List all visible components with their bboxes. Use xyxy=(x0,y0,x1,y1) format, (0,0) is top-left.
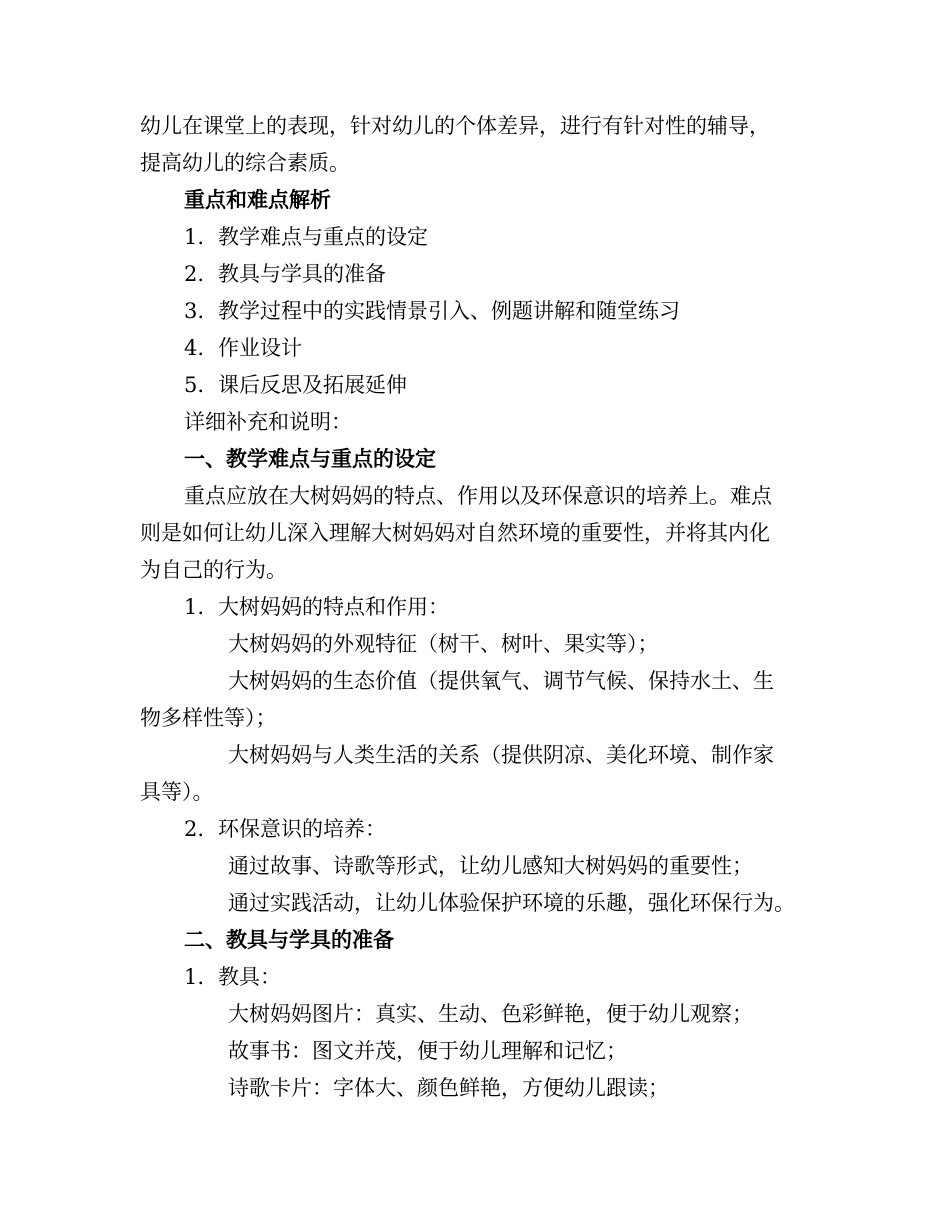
paragraph-line: 为自己的行为。 xyxy=(140,558,287,582)
paragraph-line: 通过实践活动，让幼儿体验保护环境的乐趣，强化环保行为。 xyxy=(228,891,795,915)
list-number: 2. xyxy=(184,817,205,841)
list-text: 大树妈妈的特点和作用： xyxy=(218,595,449,619)
paragraph-line: 故事书：图文并茂，便于幼儿理解和记忆； xyxy=(228,1039,627,1063)
list-text: 教学过程中的实践情景引入、例题讲解和随堂练习 xyxy=(218,299,680,323)
list-item xyxy=(184,333,302,363)
list-number: 4. xyxy=(184,336,205,360)
paragraph-line: 物多样性等）； xyxy=(140,706,277,730)
list-number: 3. xyxy=(184,299,205,323)
list-text: 作业设计 xyxy=(218,336,302,360)
paragraph-line: 大树妈妈的生态价值（提供氧气、调节气候、保持水土、生 xyxy=(228,669,774,693)
paragraph-line: 重点应放在大树妈妈的特点、作用以及环保意识的培养上。难点 xyxy=(184,484,772,508)
sub-item xyxy=(184,592,449,622)
paragraph-line: 具等）。 xyxy=(140,780,214,804)
section-heading: 重点和难点解析 xyxy=(184,187,331,212)
list-number: 1. xyxy=(184,225,205,249)
sub-item xyxy=(184,962,281,992)
paragraph-line: 则是如何让幼儿深入理解大树妈妈对自然环境的重要性，并将其内化 xyxy=(140,521,770,545)
paragraph-line: 提高幼儿的综合素质。 xyxy=(140,151,350,175)
list-number: 1. xyxy=(184,965,205,989)
detail-note: 详细补充和说明： xyxy=(184,410,352,434)
list-item xyxy=(184,296,680,326)
list-text: 教具： xyxy=(218,965,281,989)
paragraph-line: 大树妈妈的外观特征（树干、树叶、果实等）； xyxy=(228,632,659,656)
list-text: 教学难点与重点的设定 xyxy=(218,225,428,249)
paragraph-line: 大树妈妈图片：真实、生动、色彩鲜艳，便于幼儿观察； xyxy=(228,1002,753,1026)
paragraph-line: 大树妈妈与人类生活的关系（提供阴凉、美化环境、制作家 xyxy=(228,743,774,767)
paragraph-line: 通过故事、诗歌等形式，让幼儿感知大树妈妈的重要性； xyxy=(228,854,753,878)
list-item xyxy=(184,370,407,400)
paragraph-line: 诗歌卡片：字体大、颜色鲜艳，方便幼儿跟读； xyxy=(228,1076,669,1100)
paragraph-line: 幼儿在课堂上的表现，针对幼儿的个体差异，进行有针对性的辅导， xyxy=(140,114,770,138)
list-text: 环保意识的培养： xyxy=(218,817,386,841)
list-item xyxy=(184,259,386,289)
list-item xyxy=(184,222,428,252)
heading-2: 二、教具与学具的准备 xyxy=(184,927,394,952)
list-number: 1. xyxy=(184,595,205,619)
list-number: 5. xyxy=(184,373,205,397)
list-text: 教具与学具的准备 xyxy=(218,262,386,286)
sub-item xyxy=(184,814,386,844)
list-text: 课后反思及拓展延伸 xyxy=(218,373,407,397)
list-number: 2. xyxy=(184,262,205,286)
heading-1: 一、教学难点与重点的设定 xyxy=(184,446,436,471)
